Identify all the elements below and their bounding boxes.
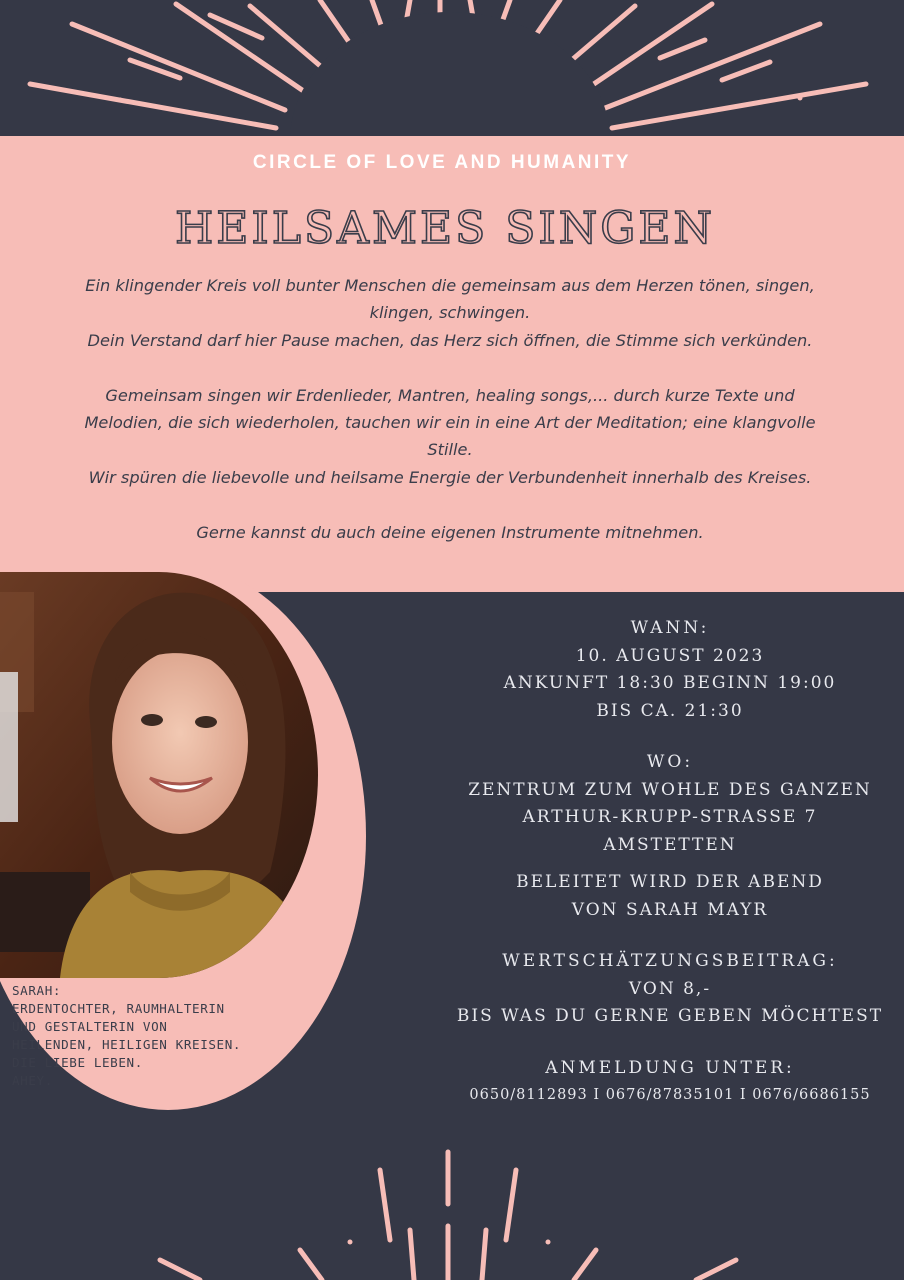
host-line-1: BELEITET WIRD DER ABEND <box>516 872 824 892</box>
fee-line-1: VON 8,- <box>628 978 712 999</box>
venue-name: ZENTRUM ZUM WOHLE DES GANZEN <box>468 779 872 800</box>
intro-line: Dein Verstand darf hier Pause machen, das Herz sich öffnen, die Stimme sich verkünden. <box>87 330 813 350</box>
bio-line: ERDENTOCHTER, RAUMHALTERIN <box>12 1001 225 1016</box>
bio-line: HEILENDEN, HEILIGEN KREISEN. <box>12 1037 242 1052</box>
venue-street: ARTHUR-KRUPP-STRASSE 7 <box>522 807 818 827</box>
signup-phones: 0650/8112893 I 0676/87835101 I 0676/6686155 <box>469 1087 871 1103</box>
host-line-2: VON SARAH MAYR <box>571 899 769 920</box>
venue-city: AMSTETTEN <box>603 834 737 855</box>
event-date: 10. AUGUST 2023 <box>575 645 765 666</box>
where-label: WO: <box>646 752 694 772</box>
sunburst-top-decoration <box>0 0 904 140</box>
intro-line: Ein klingender Kreis voll bunter Menschen die gemeinsam aus dem Herzen tönen, singen, <box>85 276 815 295</box>
event-info <box>400 615 904 1110</box>
overtitle: CIRCLE OF LOVE AND HUMANITY <box>252 152 632 173</box>
intro-text <box>70 272 830 546</box>
event-until: BIS CA. 21:30 <box>596 700 744 721</box>
bio-text <box>12 982 272 1090</box>
bio-line: SARAH: <box>12 983 62 998</box>
when-label: WANN: <box>630 618 710 638</box>
sunburst-bottom-decoration <box>0 1130 904 1280</box>
intro-line: klingen, schwingen. <box>369 303 531 323</box>
intro-line: Gerne kannst du auch deine eigenen Instrumente mitnehmen. <box>196 522 704 542</box>
bio-line: DIE LIEBE LEBEN. <box>12 1055 143 1070</box>
intro-line: Stille. <box>427 440 473 460</box>
intro-line: Gemeinsam singen wir Erdenlieder, Mantren, healing songs,... durch kurze Texte und <box>105 385 795 405</box>
portrait-photo <box>0 572 318 978</box>
event-times: ANKUNFT 18:30 BEGINN 19:00 <box>503 673 837 693</box>
intro-line: Melodien, die sich wiederholen, tauchen wir ein in eine Art der Meditation; eine klangvolle <box>84 413 816 433</box>
fee-line-2: BIS WAS DU GERNE GEBEN MÖCHTEST <box>456 1006 884 1026</box>
fee-label: WERTSCHÄTZUNGSBEITRAG: <box>502 951 838 971</box>
bio-line: AHEY. <box>12 1073 53 1088</box>
bio-line: UND GESTALTERIN VON <box>12 1019 168 1034</box>
page-title: HEILSAMES SINGEN <box>174 203 716 254</box>
intro-line: Wir spüren die liebevolle und heilsame Energie der Verbundenheit innerhalb des Kreises. <box>88 467 812 487</box>
signup-label: ANMELDUNG UNTER: <box>545 1057 795 1078</box>
